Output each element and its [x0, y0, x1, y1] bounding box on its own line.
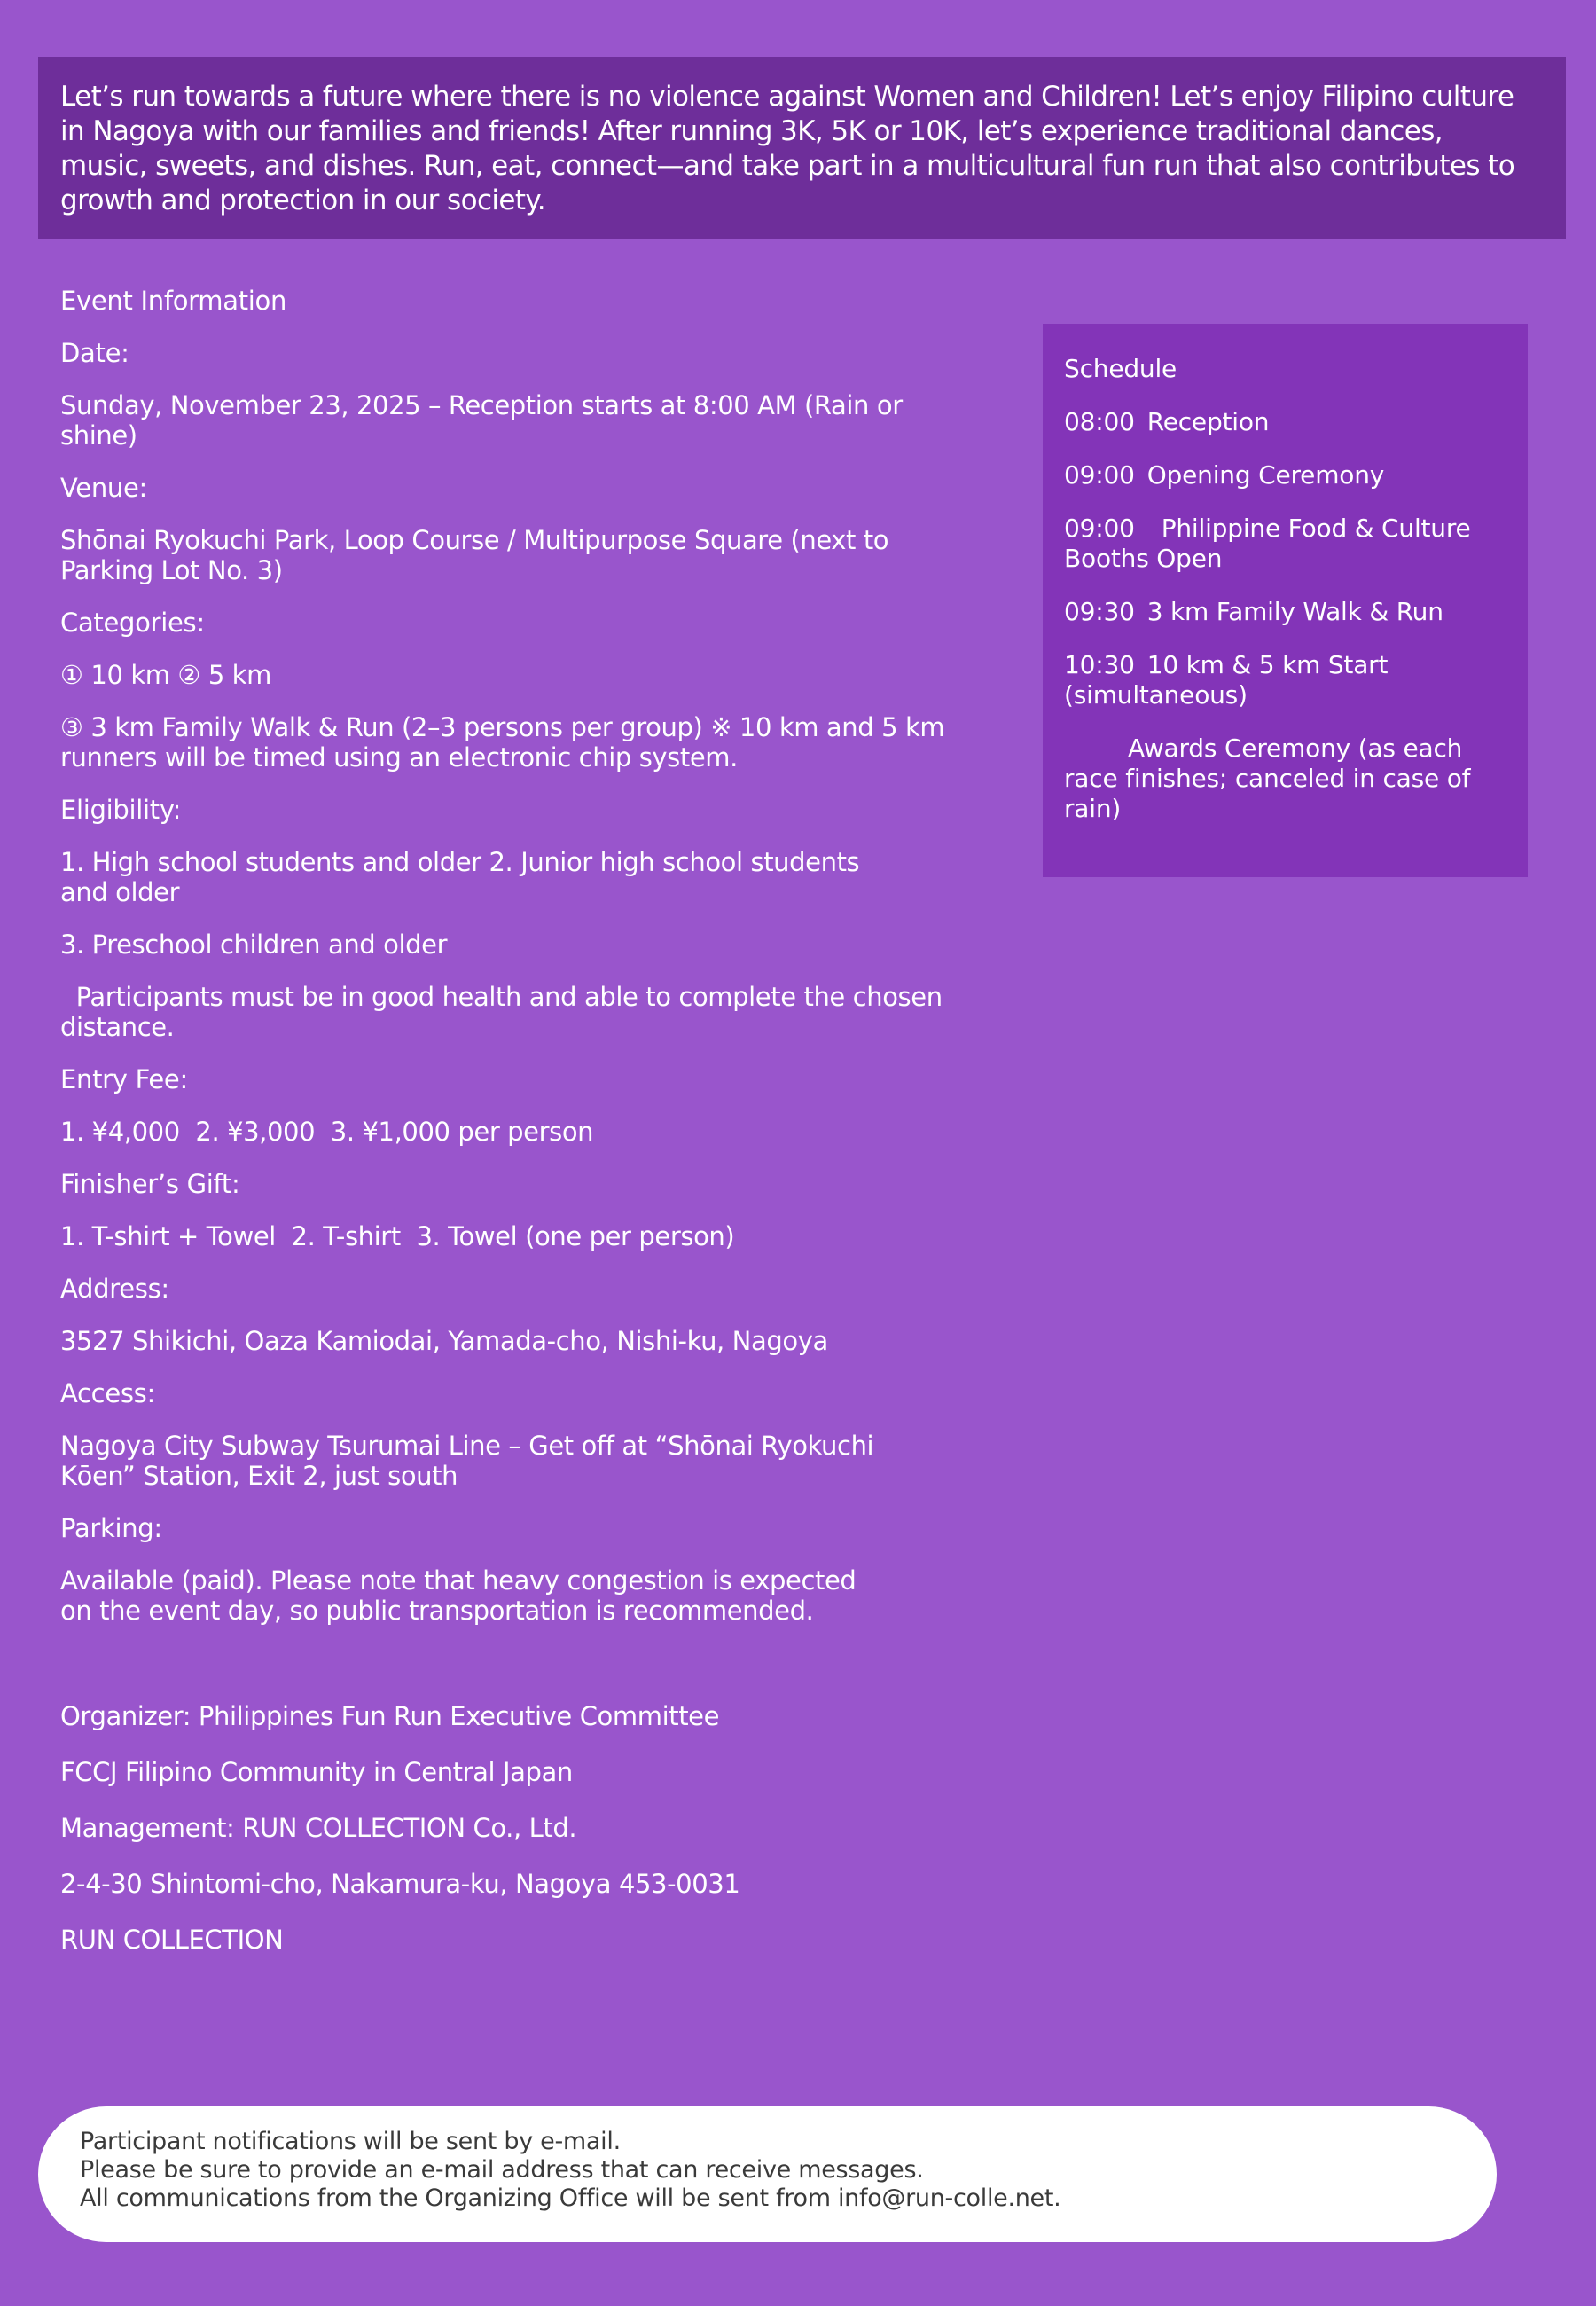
eligibility-line-2: 3. Preschool children and older [60, 929, 448, 960]
section-spacer [60, 1648, 965, 1701]
schedule-event: Awards Ceremony (as each race finishes; canceled in case of rain) [1064, 733, 1471, 823]
schedule-event: 3 km Family Walk & Run [1146, 597, 1443, 626]
address-label: Address: [60, 1274, 169, 1304]
schedule-time: 10:30 [1064, 650, 1135, 679]
organizer-credit: Organizer: Philippines Fun Run Executive Committee [60, 1701, 720, 1731]
intro-text: Let’s run towards a future where there is no violence against Women and Children! Let’s enjoy Filipino culture in Nagoya with our families and friends! After running 3K, 5K or 10K, let’s experience traditional dances, music, sweets, and dishes. Run, eat, connect—and take part in a multicultural fun run that also contributes to growth and protection in our society. [60, 81, 1515, 216]
access-label: Access: [60, 1378, 155, 1408]
event-information-section [60, 286, 965, 1980]
schedule-item [1064, 514, 1506, 574]
access-value: Nagoya City Subway Tsurumai Line – Get off at “Shōnai Ryokuchi Kōen” Station, Exit 2, just south [60, 1431, 874, 1491]
eligibility-note: Participants must be in good health and able to complete the chosen distance. [60, 982, 951, 1042]
finishers-gift-label: Finisher’s Gift: [60, 1169, 240, 1199]
intro-banner [38, 57, 1566, 239]
schedule-time: 09:00 [1064, 514, 1135, 543]
categories-line-2: ③ 3 km Family Walk & Run (2–3 persons per group) ※ 10 km and 5 km runners will be timed using an electronic chip system. [60, 712, 945, 773]
entry-fee-value: 1. ¥4,000 2. ¥3,000 3. ¥1,000 per person [60, 1117, 594, 1147]
schedule-event: Philippine Food & Culture Booths Open [1064, 514, 1471, 573]
schedule-title: Schedule [1064, 354, 1177, 383]
schedule-item [1064, 460, 1506, 490]
venue-value: Shōnai Ryokuchi Park, Loop Course / Multipurpose Square (next to Parking Lot No. 3) [60, 525, 889, 585]
schedule-event: 10 km & 5 km Start (simultaneous) [1064, 650, 1389, 710]
management-address: 2-4-30 Shintomi-cho, Nakamura-ku, Nagoya 453-0031 [60, 1869, 740, 1899]
schedule-item [1064, 650, 1506, 710]
management-credit: Management: RUN COLLECTION Co., Ltd. [60, 1813, 577, 1843]
eligibility-line-1: 1. High school students and older 2. Junior high school students and older [60, 847, 860, 907]
categories-label: Categories: [60, 608, 205, 638]
date-label: Date: [60, 338, 129, 368]
parking-label: Parking: [60, 1513, 162, 1543]
categories-line-1: ① 10 km ② 5 km [60, 660, 271, 690]
schedule-item [1064, 597, 1506, 627]
schedule-time: 09:30 [1064, 597, 1135, 626]
email-notice-box [38, 2106, 1497, 2242]
schedule-time: 08:00 [1064, 407, 1135, 436]
schedule-item [1064, 407, 1506, 437]
schedule-panel [1043, 324, 1528, 877]
notice-line-2: Please be sure to provide an e-mail address that can receive messages. [80, 2156, 924, 2184]
entry-fee-label: Entry Fee: [60, 1064, 188, 1094]
event-information-title: Event Information [60, 286, 287, 316]
eligibility-label: Eligibility: [60, 795, 182, 825]
notice-line-3: All communications from the Organizing Office will be sent from info@run-colle.net. [80, 2184, 1061, 2212]
schedule-item [1064, 733, 1506, 824]
address-value: 3527 Shikichi, Oaza Kamiodai, Yamada-cho, Nishi-ku, Nagoya [60, 1326, 828, 1356]
date-value: Sunday, November 23, 2025 – Reception starts at 8:00 AM (Rain or shine) [60, 390, 903, 451]
schedule-event: Opening Ceremony [1146, 460, 1385, 490]
schedule-time: 09:00 [1064, 460, 1135, 490]
venue-label: Venue: [60, 473, 148, 503]
company-name: RUN COLLECTION [60, 1925, 284, 1955]
notice-line-1: Participant notifications will be sent by e-mail. [80, 2128, 621, 2155]
schedule-event: Reception [1146, 407, 1270, 436]
community-credit: FCCJ Filipino Community in Central Japan [60, 1757, 573, 1787]
parking-value: Available (paid). Please note that heavy congestion is expected on the event day, so public transportation is recommended. [60, 1565, 857, 1626]
finishers-gift-value: 1. T-shirt + Towel 2. T-shirt 3. Towel (one per person) [60, 1221, 735, 1251]
